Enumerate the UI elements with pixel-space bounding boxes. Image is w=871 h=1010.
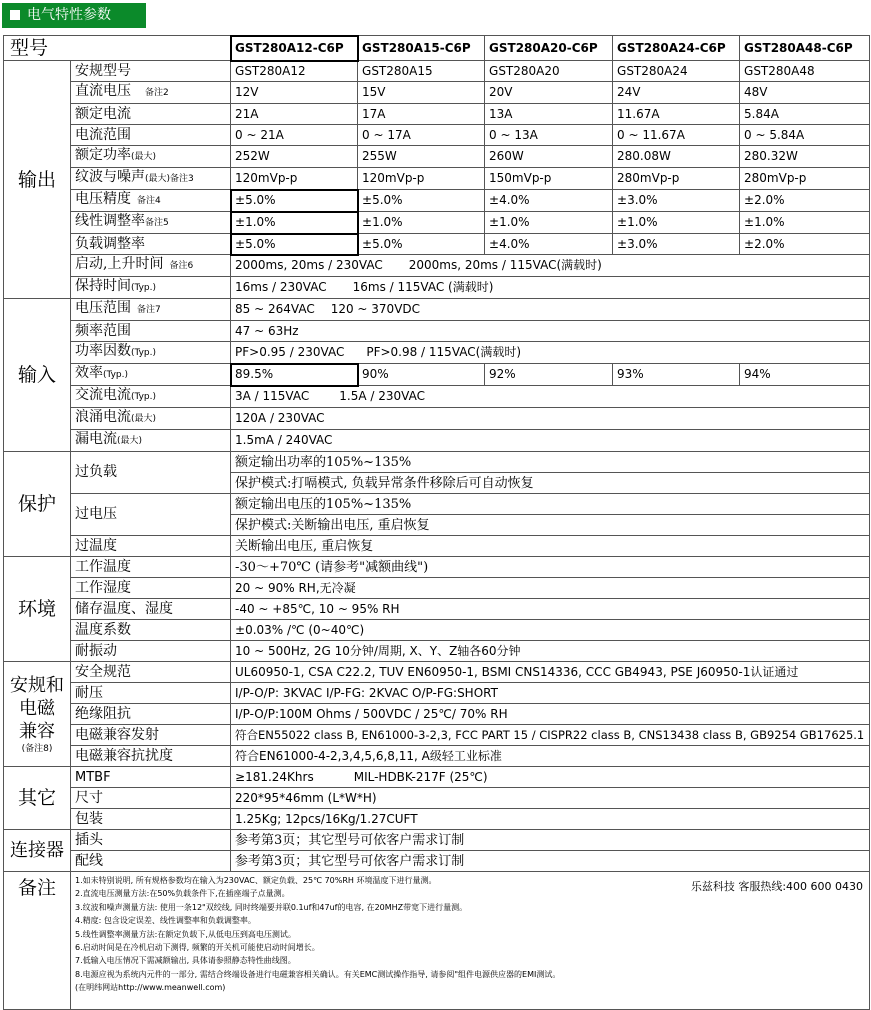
row-storage bbox=[4, 599, 870, 620]
row-efficiency bbox=[4, 364, 870, 386]
value bbox=[231, 342, 870, 364]
value bbox=[231, 299, 870, 321]
value: 0 ~ 21A bbox=[231, 125, 358, 146]
value: ±5.0% bbox=[358, 190, 485, 212]
row-inrush bbox=[4, 408, 870, 430]
label-overload: 过负载 bbox=[71, 452, 231, 494]
category-remarks: 备注 bbox=[4, 872, 71, 1010]
value: 90% bbox=[358, 364, 485, 386]
row-isolation bbox=[4, 704, 870, 725]
remark-line: 2.直流电压测量方法:在50%负载条件下,在插座端子点量测。 bbox=[75, 889, 290, 899]
value-part: 1.5A / 230VAC bbox=[339, 389, 425, 403]
label-safety-model: 安规型号 bbox=[71, 61, 231, 82]
row-voltage-accuracy bbox=[4, 190, 870, 212]
label-hold bbox=[71, 277, 231, 299]
value: 120A / 230VAC bbox=[231, 408, 870, 430]
note: (最大) bbox=[117, 436, 143, 446]
value: GST280A48 bbox=[740, 61, 870, 82]
value: ±4.0% bbox=[485, 190, 613, 212]
value: 220*95*46mm (L*W*H) bbox=[231, 788, 870, 809]
row-safety-model bbox=[4, 61, 870, 82]
value-part: 16ms / 115VAC (满载时) bbox=[352, 280, 494, 294]
category-line: 电磁 bbox=[19, 697, 55, 719]
row-hold bbox=[4, 277, 870, 299]
value: 94% bbox=[740, 364, 870, 386]
label-efficiency bbox=[71, 364, 231, 386]
value: 260W bbox=[485, 146, 613, 168]
row-rated-power bbox=[4, 146, 870, 168]
row-ripple bbox=[4, 168, 870, 190]
remark-line: 1.如未特别说明, 所有规格参数均在输入为230VAC、额定负载、25℃ 70%RH 环境温度下进行量测。 bbox=[75, 876, 437, 885]
value: ±4.0% bbox=[485, 234, 613, 255]
label-text: 纹波与噪声 bbox=[75, 169, 145, 185]
value: GST280A20 bbox=[485, 61, 613, 82]
row-overvoltage-1 bbox=[4, 494, 870, 515]
category-other: 其它 bbox=[4, 767, 71, 830]
label-emc-emission: 电磁兼容发射 bbox=[71, 725, 231, 746]
value: 252W bbox=[231, 146, 358, 168]
row-current-range bbox=[4, 125, 870, 146]
category-line: 兼容 bbox=[19, 720, 55, 742]
value: 10 ~ 500Hz, 2G 10分钟/周期, X、Y、Z轴各60分钟 bbox=[231, 641, 870, 662]
value: 保护模式:打嗝模式, 负载异常条件移除后可自动恢复 bbox=[231, 473, 870, 494]
row-packing bbox=[4, 809, 870, 830]
section-title: 电气特性参数 bbox=[27, 7, 111, 23]
value: 参考第3页；其它型号可依客户需求订制 bbox=[231, 851, 870, 872]
value: UL60950-1, CSA C22.2, TUV EN60950-1, BSMI CNS14336, CCC GB4943, PSE J60950-1认证通过 bbox=[231, 662, 870, 683]
value: 1.5mA / 240VAC bbox=[231, 430, 870, 452]
value: 参考第3页；其它型号可依客户需求订制 bbox=[231, 830, 870, 851]
value: 47 ~ 63Hz bbox=[231, 321, 870, 342]
value: ±5.0% bbox=[231, 190, 358, 212]
square-icon bbox=[10, 10, 20, 20]
value-part: ≥181.24Khrs bbox=[235, 769, 314, 784]
value: 符合EN55022 class B, EN61000-3-2,3, FCC PART 15 / CISPR22 class B, CNS13438 class B, GB9254 GB17625.1 bbox=[231, 725, 870, 746]
row-leakage bbox=[4, 430, 870, 452]
label-overvoltage: 过电压 bbox=[71, 494, 231, 536]
value: 0 ~ 5.84A bbox=[740, 125, 870, 146]
row-remarks bbox=[4, 872, 870, 1010]
label-inrush bbox=[71, 408, 231, 430]
value bbox=[231, 277, 870, 299]
label-plug: 插头 bbox=[71, 830, 231, 851]
row-freq-range bbox=[4, 321, 870, 342]
value: I/P-O/P: 3KVAC I/P-FG: 2KVAC O/P-FG:SHORT bbox=[231, 683, 870, 704]
label-input-voltage bbox=[71, 299, 231, 321]
label-text: 功率因数 bbox=[75, 343, 131, 359]
category-output: 输出 bbox=[4, 61, 71, 299]
value: 13A bbox=[485, 104, 613, 125]
remark-line: 8.电源应视为系统内元件的一部分, 需结合终端设备进行电磁兼容相关确认。有关EMC测试操作指导, 请参阅"组件电源供应器的EMI测试。 bbox=[75, 969, 561, 979]
value: 89.5% bbox=[231, 364, 358, 386]
value: 48V bbox=[740, 82, 870, 104]
row-plug bbox=[4, 830, 870, 851]
value: ±1.0% bbox=[231, 212, 358, 234]
section-header bbox=[2, 3, 146, 28]
note: 备注4 bbox=[137, 196, 161, 206]
model-5: GST280A48-C6P bbox=[740, 36, 870, 61]
label-text: 电压范围 bbox=[75, 300, 131, 316]
note: 备注7 bbox=[137, 305, 161, 315]
label-text: 电压精度 bbox=[75, 191, 131, 207]
value bbox=[231, 255, 870, 277]
label-rated-current: 额定电流 bbox=[71, 104, 231, 125]
row-overload-1 bbox=[4, 452, 870, 473]
label-text: 交流电流 bbox=[75, 387, 131, 403]
value: ±5.0% bbox=[358, 234, 485, 255]
value-part: 85 ~ 264VAC bbox=[235, 302, 315, 316]
category-protection: 保护 bbox=[4, 452, 71, 557]
value: 5.84A bbox=[740, 104, 870, 125]
label-packing: 包装 bbox=[71, 809, 231, 830]
value: 保护模式:关断输出电压, 重启恢复 bbox=[231, 515, 870, 536]
category-note: (备注8) bbox=[21, 743, 53, 754]
row-emc-immunity bbox=[4, 746, 870, 767]
label-wire: 配线 bbox=[71, 851, 231, 872]
row-line-regulation bbox=[4, 212, 870, 234]
label-text: 漏电流 bbox=[75, 431, 117, 447]
value: 93% bbox=[613, 364, 740, 386]
remark-line: 6.启动时间是在冷机启动下测得, 频繁的开关机可能使启动时间增长。 bbox=[75, 943, 320, 953]
note: (最大)备注3 bbox=[145, 174, 194, 184]
value: ±0.03% /℃ (0~40℃) bbox=[231, 620, 870, 641]
remark-line: (在明纬网站http://www.meanwell.com) bbox=[75, 983, 226, 993]
label-dc-voltage bbox=[71, 82, 231, 104]
label-ripple bbox=[71, 168, 231, 190]
value: ±2.0% bbox=[740, 190, 870, 212]
value: 120mVp-p bbox=[231, 168, 358, 190]
note: (Typ.) bbox=[103, 370, 129, 380]
value: -40 ~ +85℃, 10 ~ 95% RH bbox=[231, 599, 870, 620]
value: 280.08W bbox=[613, 146, 740, 168]
value: 20 ~ 90% RH,无冷凝 bbox=[231, 578, 870, 599]
label-power-factor bbox=[71, 342, 231, 364]
label-text: 直流电压 bbox=[75, 83, 131, 99]
row-input-voltage bbox=[4, 299, 870, 321]
note: (Typ.) bbox=[131, 283, 157, 293]
hotline: 乐兹科技 客服热线:400 600 0430 bbox=[690, 880, 864, 893]
value-part: 2000ms, 20ms / 230VAC bbox=[235, 258, 383, 272]
label-line-regulation bbox=[71, 212, 231, 234]
value: ±3.0% bbox=[613, 190, 740, 212]
row-startup bbox=[4, 255, 870, 277]
value: 符合EN61000-4-2,3,4,5,6,8,11, A级轻工业标准 bbox=[231, 746, 870, 767]
value-part: 2000ms, 20ms / 115VAC(满载时) bbox=[408, 258, 602, 272]
value: ±3.0% bbox=[613, 234, 740, 255]
note: (最大) bbox=[131, 152, 157, 162]
row-wire bbox=[4, 851, 870, 872]
row-dc-voltage bbox=[4, 82, 870, 104]
value: 额定输出功率的105%~135% bbox=[231, 452, 870, 473]
note: 备注5 bbox=[145, 218, 169, 228]
model-row bbox=[4, 36, 870, 61]
value: 280mVp-p bbox=[613, 168, 740, 190]
spec-table bbox=[3, 35, 870, 1010]
value: 150mVp-p bbox=[485, 168, 613, 190]
row-power-factor bbox=[4, 342, 870, 364]
remarks-block bbox=[71, 872, 870, 1010]
model-1: GST280A12-C6P bbox=[231, 36, 358, 61]
value: GST280A24 bbox=[613, 61, 740, 82]
label-text: 线性调整率 bbox=[75, 213, 145, 229]
value: 20V bbox=[485, 82, 613, 104]
value: 120mVp-p bbox=[358, 168, 485, 190]
category-safety bbox=[4, 662, 71, 767]
label-temp-coeff: 温度系数 bbox=[71, 620, 231, 641]
value: 280.32W bbox=[740, 146, 870, 168]
model-4: GST280A24-C6P bbox=[613, 36, 740, 61]
label-work-temp: 工作温度 bbox=[71, 557, 231, 578]
value: ±5.0% bbox=[231, 234, 358, 255]
value: ±1.0% bbox=[613, 212, 740, 234]
model-label: 型号 bbox=[4, 36, 231, 61]
category-line: 安规和 bbox=[10, 674, 64, 696]
value: 额定输出电压的105%~135% bbox=[231, 494, 870, 515]
label-isolation: 绝缘阻抗 bbox=[71, 704, 231, 725]
value: 12V bbox=[231, 82, 358, 104]
category-environment: 环境 bbox=[4, 557, 71, 662]
remark-line: 3.纹波和噪声测量方法: 使用一条12"双绞线, 同时终端要并联0.1uf和47uf的电容, 在20MHZ带宽下进行量测。 bbox=[75, 902, 468, 912]
value: GST280A15 bbox=[358, 61, 485, 82]
model-3: GST280A20-C6P bbox=[485, 36, 613, 61]
label-load-regulation: 负载调整率 bbox=[71, 234, 231, 255]
label-overtemp: 过温度 bbox=[71, 536, 231, 557]
value-part: 16ms / 230VAC bbox=[235, 280, 327, 294]
value: I/P-O/P:100M Ohms / 500VDC / 25℃/ 70% RH bbox=[231, 704, 870, 725]
label-text: 额定功率 bbox=[75, 147, 131, 163]
value: 280mVp-p bbox=[740, 168, 870, 190]
label-vibration: 耐振动 bbox=[71, 641, 231, 662]
note: (最大) bbox=[131, 414, 157, 424]
row-work-humidity bbox=[4, 578, 870, 599]
value bbox=[231, 767, 870, 788]
row-rated-current bbox=[4, 104, 870, 125]
row-overtemp bbox=[4, 536, 870, 557]
value: GST280A12 bbox=[231, 61, 358, 82]
value-part: PF>0.98 / 115VAC(满载时) bbox=[366, 345, 521, 359]
value-part: PF>0.95 / 230VAC bbox=[235, 345, 345, 359]
value: 1.25Kg; 12pcs/16Kg/1.27CUFT bbox=[231, 809, 870, 830]
value: 255W bbox=[358, 146, 485, 168]
label-text: 保持时间 bbox=[75, 278, 131, 294]
value: 21A bbox=[231, 104, 358, 125]
note: 备注6 bbox=[169, 261, 194, 271]
label-current-range: 电流范围 bbox=[71, 125, 231, 146]
remark-line: 7.低输入电压情况下需减额输出, 具体请参照静态特性曲线图。 bbox=[75, 956, 296, 966]
row-standards bbox=[4, 662, 870, 683]
label-text: 效率 bbox=[75, 365, 103, 381]
value-part: 3A / 115VAC bbox=[235, 389, 310, 403]
value-part: MIL-HDBK-217F (25℃) bbox=[353, 769, 488, 784]
label-rated-power bbox=[71, 146, 231, 168]
label-emc-immunity: 电磁兼容抗扰度 bbox=[71, 746, 231, 767]
value: 0 ~ 13A bbox=[485, 125, 613, 146]
value-part: 120 ~ 370VDC bbox=[330, 302, 421, 316]
note: (Typ.) bbox=[131, 348, 157, 358]
model-2: GST280A15-C6P bbox=[358, 36, 485, 61]
value: 24V bbox=[613, 82, 740, 104]
label-text: 启动,上升时间 bbox=[75, 256, 164, 272]
value: 17A bbox=[358, 104, 485, 125]
label-work-humidity: 工作湿度 bbox=[71, 578, 231, 599]
label-withstand: 耐压 bbox=[71, 683, 231, 704]
row-load-regulation bbox=[4, 234, 870, 255]
remark-line: 4.精度: 包含设定误差、线性调整率和负载调整率。 bbox=[75, 916, 256, 926]
label-size: 尺寸 bbox=[71, 788, 231, 809]
label-freq-range: 频率范围 bbox=[71, 321, 231, 342]
value: ±1.0% bbox=[358, 212, 485, 234]
row-ac-current bbox=[4, 386, 870, 408]
value: 92% bbox=[485, 364, 613, 386]
row-emc-emission bbox=[4, 725, 870, 746]
remark-line: 5.线性调整率测量方法:在额定负载下,从低电压到高电压测试。 bbox=[75, 929, 296, 939]
value bbox=[231, 386, 870, 408]
label-mtbf: MTBF bbox=[71, 767, 231, 788]
value: 0 ~ 17A bbox=[358, 125, 485, 146]
note: (Typ.) bbox=[131, 392, 157, 402]
label-startup bbox=[71, 255, 231, 277]
label-storage: 储存温度、湿度 bbox=[71, 599, 231, 620]
value: ±1.0% bbox=[740, 212, 870, 234]
value: ±1.0% bbox=[485, 212, 613, 234]
value: ±2.0% bbox=[740, 234, 870, 255]
value: 11.67A bbox=[613, 104, 740, 125]
label-leakage bbox=[71, 430, 231, 452]
label-standards: 安全规范 bbox=[71, 662, 231, 683]
category-input: 输入 bbox=[4, 299, 71, 452]
value: 0 ~ 11.67A bbox=[613, 125, 740, 146]
row-mtbf bbox=[4, 767, 870, 788]
value: -30～+70℃ (请参考"减额曲线") bbox=[231, 557, 870, 578]
row-size bbox=[4, 788, 870, 809]
category-connector: 连接器 bbox=[4, 830, 71, 872]
row-work-temp bbox=[4, 557, 870, 578]
row-temp-coeff bbox=[4, 620, 870, 641]
value: 15V bbox=[358, 82, 485, 104]
label-voltage-accuracy bbox=[71, 190, 231, 212]
row-vibration bbox=[4, 641, 870, 662]
label-text: 浪涌电流 bbox=[75, 409, 131, 425]
note: 备注2 bbox=[145, 88, 169, 98]
label-ac-current bbox=[71, 386, 231, 408]
row-withstand bbox=[4, 683, 870, 704]
value: 关断输出电压, 重启恢复 bbox=[231, 536, 870, 557]
